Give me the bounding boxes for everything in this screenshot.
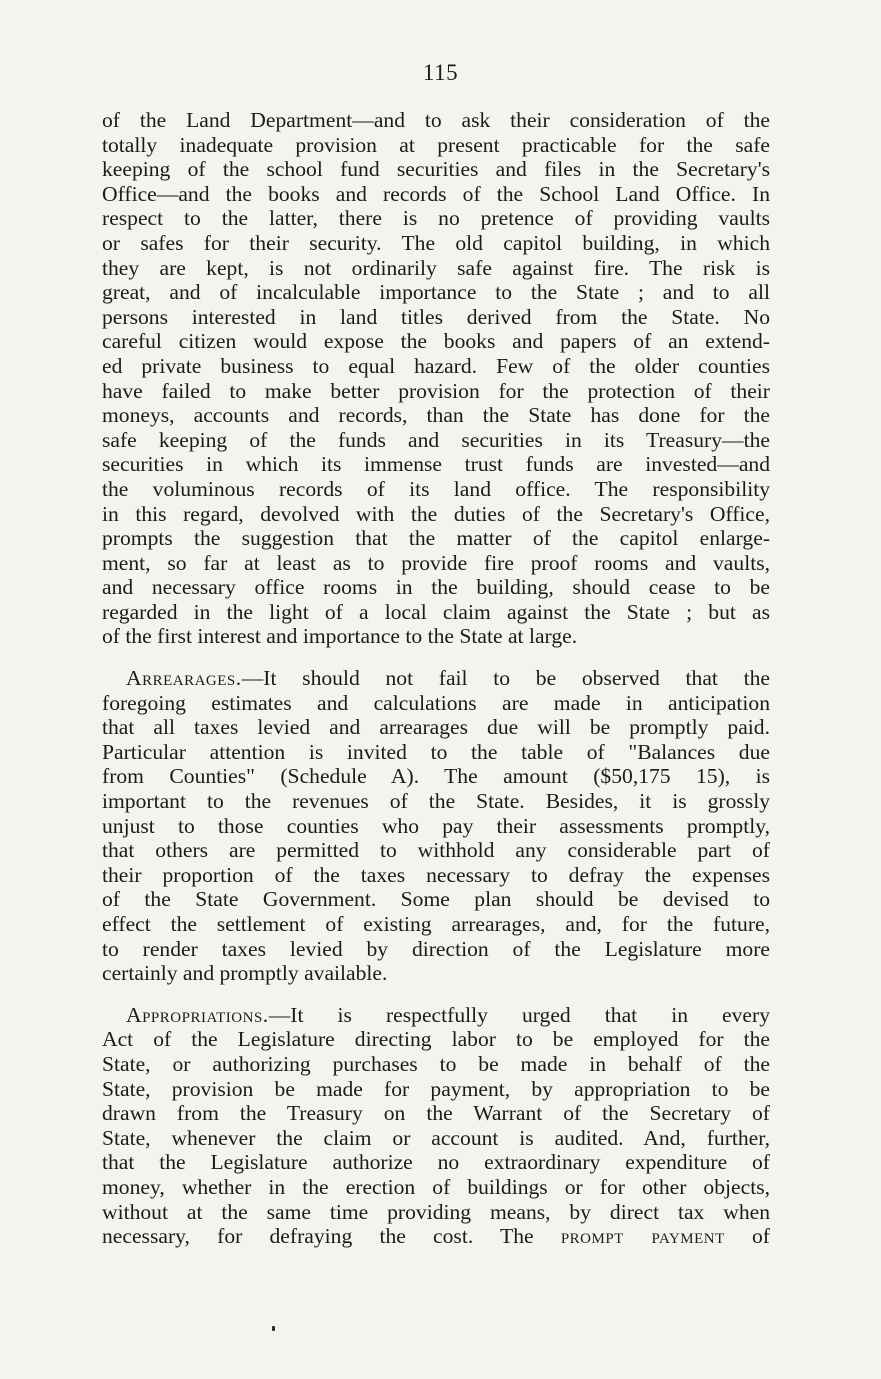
text-line: respect to the latter, there is no pretence of providing vaults bbox=[102, 206, 770, 231]
text-line: have failed to make better provision for the protection of their bbox=[102, 378, 770, 403]
text-line: their proportion of the taxes necessary to defray the expenses bbox=[102, 862, 770, 887]
text-line: to render taxes levied by direction of the Legislature more bbox=[102, 936, 770, 961]
text-line: drawn from the Treasury on the Warrant of the Secretary of bbox=[102, 1101, 770, 1126]
body-text bbox=[102, 108, 770, 1249]
text-line: moneys, accounts and records, than the State has done for the bbox=[102, 403, 770, 428]
text-line: effect the settlement of existing arrearages, and, for the future, bbox=[102, 912, 770, 936]
text-line: unjust to those counties who pay their assessments promptly, bbox=[102, 813, 770, 838]
text-line: ed private business to equal hazard. Few of the older counties bbox=[102, 353, 770, 378]
text-line: ment, so far at least as to provide fire proof rooms and vaults, bbox=[102, 550, 770, 575]
text-line: from Counties" (Schedule A). The amount ($50,175 15), is bbox=[102, 764, 770, 789]
text-line: money, whether in the erection of buildings or for other objects, bbox=[102, 1174, 770, 1199]
text-line: Act of the Legislature directing labor to be employed for the bbox=[102, 1027, 770, 1052]
text-line: of the first interest and importance to the State at large. bbox=[102, 624, 578, 649]
text-line bbox=[102, 1003, 770, 1028]
text-line: or safes for their security. The old capitol building, in which bbox=[102, 230, 770, 255]
text-fragment: of bbox=[752, 1224, 770, 1249]
text-line: without at the same time providing means, by direct tax when bbox=[102, 1199, 770, 1224]
ink-speck bbox=[272, 1326, 275, 1331]
text-fragment: necessary, for defraying the cost. The bbox=[102, 1224, 534, 1249]
text-line: great, and of incalculable importance to the State ; and to all bbox=[102, 280, 770, 305]
text-fragment: —It should not fail to be observed that the bbox=[241, 666, 770, 691]
text-line: regarded in the light of a local claim against the State ; but as bbox=[102, 599, 770, 624]
text-line: safe keeping of the funds and securities in its Treasury—the bbox=[102, 427, 770, 452]
text-line: Office—and the books and records of the School Land Office. In bbox=[102, 181, 770, 206]
paragraph-appropriations bbox=[102, 1003, 770, 1249]
emphasis-prompt-payment: prompt payment bbox=[560, 1224, 725, 1249]
text-line: that all taxes levied and arrearages due will be promptly paid. bbox=[102, 715, 770, 740]
text-line: careful citizen would expose the books and papers of an extend- bbox=[102, 329, 770, 354]
text-line: important to the revenues of the State. Besides, it is grossly bbox=[102, 789, 770, 814]
text-line: securities in which its immense trust funds are invested—and bbox=[102, 452, 770, 477]
section-heading-appropriations: Appropriations. bbox=[126, 1002, 269, 1027]
section-heading-arrearages: Arrearages. bbox=[126, 666, 242, 691]
text-line: in this regard, devolved with the duties of the Secretary's Office, bbox=[102, 501, 770, 526]
text-line: State, or authorizing purchases to be made in behalf of the bbox=[102, 1051, 770, 1076]
text-line: totally inadequate provision at present practicable for the safe bbox=[102, 132, 770, 157]
text-line: keeping of the school fund securities and files in the Secretary's bbox=[102, 157, 770, 182]
paragraph-land-department bbox=[102, 108, 770, 649]
text-line bbox=[102, 1224, 770, 1249]
text-line bbox=[102, 666, 770, 691]
text-line: foregoing estimates and calculations are made in anticipation bbox=[102, 690, 770, 715]
text-line: that the Legislature authorize no extraordinary expenditure of bbox=[102, 1150, 770, 1175]
text-line: and necessary office rooms in the building, should cease to be bbox=[102, 575, 770, 600]
text-line: State, provision be made for payment, by appropriation to be bbox=[102, 1076, 770, 1101]
text-line: of the State Government. Some plan should be devised to bbox=[102, 887, 770, 912]
page-number: 115 bbox=[422, 60, 459, 85]
text-line: that others are permitted to withhold any considerable part of bbox=[102, 838, 770, 863]
text-line: State, whenever the claim or account is audited. And, further, bbox=[102, 1125, 770, 1150]
text-line: prompts the suggestion that the matter of the capitol enlarge- bbox=[102, 526, 770, 551]
text-line: persons interested in land titles derived from the State. No bbox=[102, 304, 770, 329]
text-line: of the Land Department—and to ask their consideration of the bbox=[102, 108, 770, 132]
text-line: certainly and promptly available. bbox=[102, 961, 388, 986]
text-line: Particular attention is invited to the table of "Balances due bbox=[102, 739, 770, 764]
text-line: the voluminous records of its land office. The responsibility bbox=[102, 476, 770, 501]
text-fragment: —It is respectfully urged that in every bbox=[268, 1002, 770, 1027]
paragraph-arrearages bbox=[102, 666, 770, 986]
text-line: they are kept, is not ordinarily safe against fire. The risk is bbox=[102, 255, 770, 280]
